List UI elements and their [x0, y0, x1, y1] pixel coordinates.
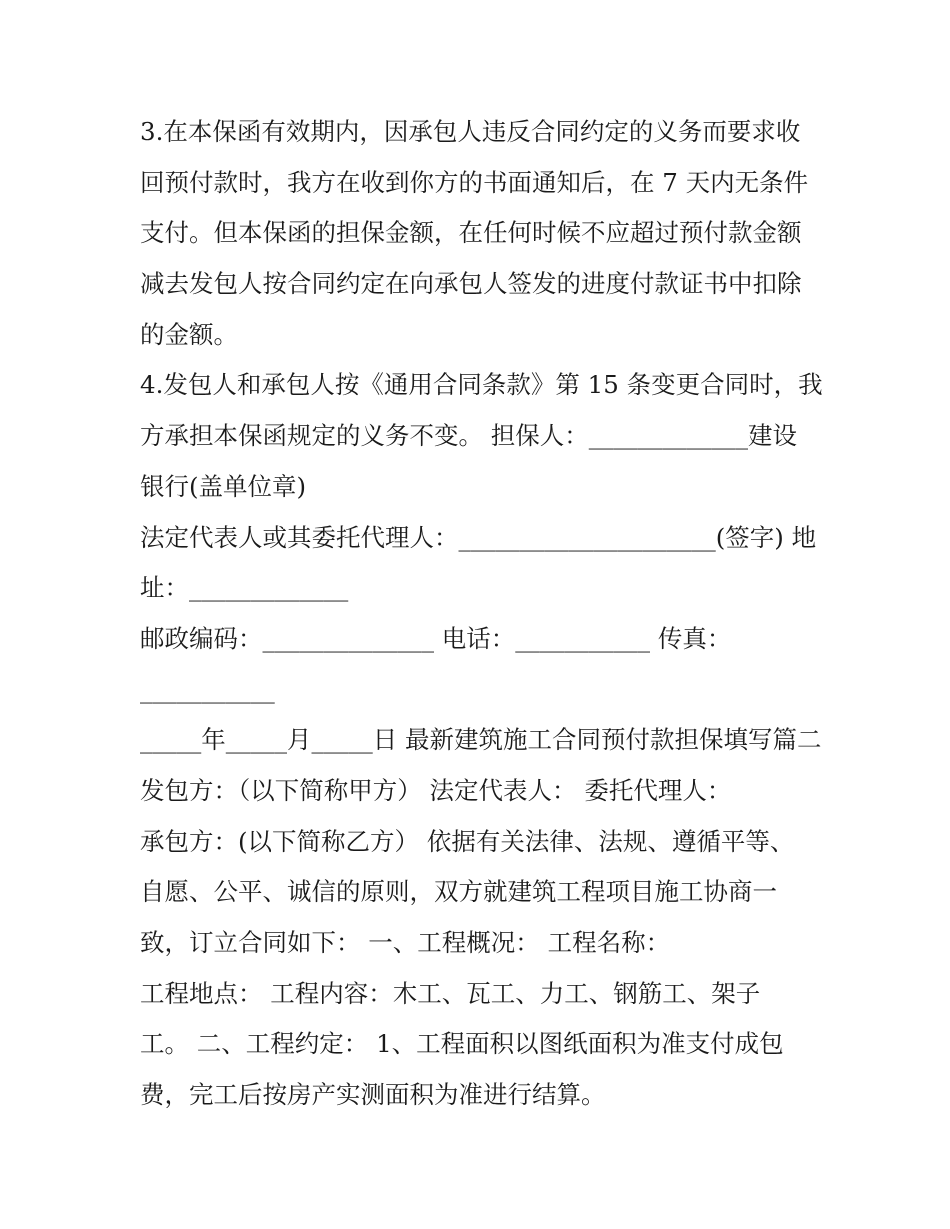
- text-line: 承包方：(以下简称乙方） 依据有关法律、法规、遵循平等、: [140, 826, 795, 856]
- text-line: 回预付款时，我方在收到你方的书面通知后，在 7 天内无条件: [140, 167, 809, 197]
- text-line: 邮政编码：______________ 电话：___________ 传真：: [140, 623, 732, 653]
- text-line: 费，完工后按房产实测面积为准进行结算。: [140, 1080, 606, 1110]
- text-line: 址：_____________: [140, 573, 349, 603]
- text-line: 方承担本保函规定的义务不变。 担保人：_____________建设: [140, 421, 798, 451]
- text-line: 支付。但本保函的担保金额，在任何时候不应超过预付款金额: [140, 218, 802, 248]
- text-line: 工程地点： 工程内容：木工、瓦工、力工、钢筋工、架子: [140, 978, 761, 1008]
- text-line: ___________: [140, 674, 275, 704]
- text-line: 自愿、公平、诚信的原则，双方就建筑工程项目施工协商一: [140, 877, 777, 907]
- text-line: 法定代表人或其委托代理人：_____________________(签字) 地: [140, 522, 817, 552]
- text-line: 4.发包人和承包人按《通用合同条款》第 15 条变更合同时，我: [140, 370, 823, 400]
- document-body: [140, 107, 823, 1121]
- text-line: 银行(盖单位章): [140, 471, 307, 501]
- text-line: 工。 二、工程约定： 1、工程面积以图纸面积为准支付成包: [140, 1029, 784, 1059]
- text-line: 致，订立合同如下： 一、工程概况： 工程名称：: [140, 928, 671, 957]
- text-line: 的金额。: [140, 319, 238, 349]
- text-line: 3.在本保函有效期内，因承包人违反合同约定的义务而要求收: [140, 117, 801, 146]
- text-line: _____年_____月_____日 最新建筑施工合同预付款担保填写篇二: [140, 725, 822, 755]
- text-line: 减去发包人按合同约定在向承包人签发的进度付款证书中扣除: [140, 269, 802, 299]
- text-line: 发包方：（以下简称甲方） 法定代表人： 委托代理人：: [140, 775, 732, 805]
